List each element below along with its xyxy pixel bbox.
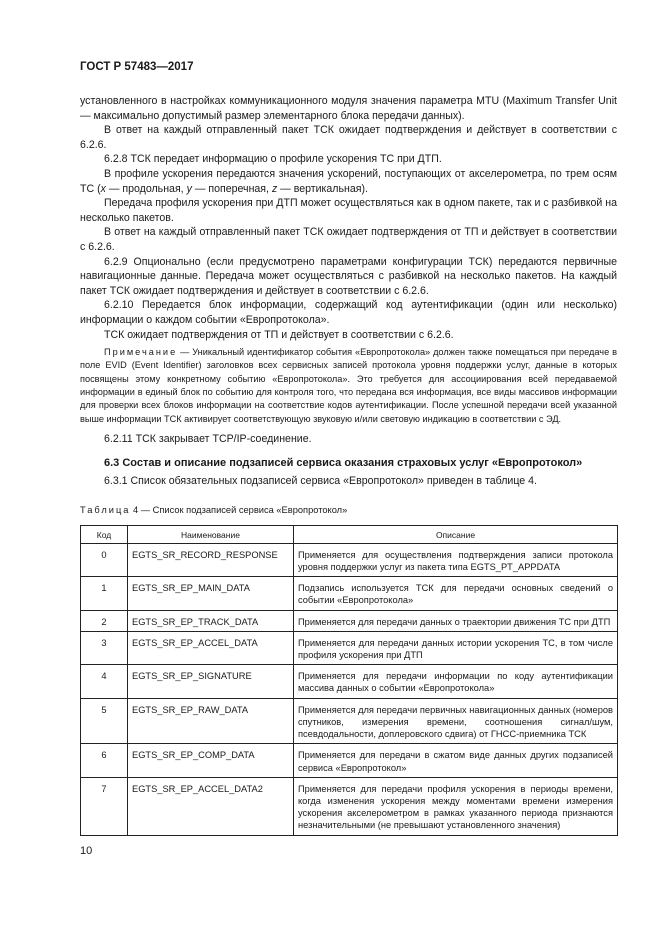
paragraph: 6.2.9 Опционально (если предусмотрено параметрами конфигурации ТСК) передаются первичные навигационные данные. Передача может осуществляться с разбивкой на несколько пакетов. На каждый пакет ТСК ожидает подтверждения и действует в соответствии с 6.2.6. (80, 255, 617, 297)
paragraph: В ответ на каждый отправленный пакет ТСК ожидает подтверждения и действует в соответствии с 6.2.6. (80, 124, 617, 151)
cell-name: EGTS_SR_EP_RAW_DATA (128, 698, 294, 744)
table-caption-text: 4 — Список подзаписей сервиса «Европротокол» (130, 505, 348, 516)
table-row (81, 665, 618, 698)
cell-description: Применяется для осуществления подтверждения записи протокола уровня поддержки услуг из пакета типа EGTS_PT_APPDATA (294, 543, 618, 576)
document-body (80, 94, 617, 836)
cell-description: Применяется для передачи в сжатом виде данных других подзаписей сервиса «Европротокол» (294, 744, 618, 777)
cell-description: Применяется для передачи данных о траектории движения ТС при ДТП (294, 610, 618, 631)
cell-name: EGTS_SR_EP_ACCEL_DATA (128, 631, 294, 664)
paragraph (80, 167, 617, 196)
paragraph: 6.2.11 ТСК закрывает TCP/IP-соединение. (104, 432, 312, 445)
table-row (81, 610, 618, 631)
table-caption (80, 503, 617, 518)
table-row (81, 777, 618, 835)
paragraph: ТСК ожидает подтверждения от ТП и действует в соответствии с 6.2.6. (104, 328, 454, 341)
cell-name: EGTS_SR_RECORD_RESPONSE (128, 543, 294, 576)
cell-code: 0 (81, 543, 128, 576)
cell-code: 2 (81, 610, 128, 631)
paragraph: установленного в настройках коммуникационного модуля значения параметра MTU (Maximum Transfer Unit — максимально допустимый размер элементарного блока передачи данных). (80, 95, 617, 122)
axis-z: z (271, 182, 278, 195)
cell-code: 6 (81, 744, 128, 777)
axis-y: y (186, 182, 192, 195)
note-label: Примечание (104, 347, 178, 358)
note (80, 346, 617, 426)
table-row (81, 744, 618, 777)
section-heading: 6.3 Состав и описание подзаписей сервиса оказания страховых услуг «Европротокол» (104, 457, 583, 470)
table-row (81, 577, 618, 610)
cell-description: Применяется для передачи первичных навигационных данных (номеров спутников, измерения времени, соотношения сигнал/шум, псевдодальности, доплеровского сдвига) от ГНСС-приемника ТСК (294, 698, 618, 744)
subrecords-table (80, 525, 618, 836)
table-row (81, 631, 618, 664)
text-run: В профиле ускорения передаются значения ускорений, поступающих от акселерометра, по трем осям ТС ( (80, 167, 617, 195)
column-header-description: Описание (294, 525, 618, 543)
page-number: 10 (80, 845, 93, 857)
table-row (81, 698, 618, 744)
cell-description: Подзапись используется ТСК для передачи основных сведений о событии «Европротокола» (294, 577, 618, 610)
cell-code: 1 (81, 577, 128, 610)
cell-code: 5 (81, 698, 128, 744)
cell-description: Применяется для передачи данных истории ускорения ТС, в том числе профиля ускорения при ДТП (294, 631, 618, 664)
column-header-code: Код (81, 525, 128, 543)
note-text: — Уникальный идентификатор события «Европротокола» должен также помещаться при передаче в поле EVID (Event Identifier) заголовков всех сервисных записей протокола уровня поддержки услуг, данные в которых посвящены этому конкретному событию «Европротокола». Это требуется для ассоциирования всей передаваемой информации в единый блок по событию для контроля того, что передана вся информация, все виды массивов информации для проверки всех блоков информации на соответствие кодов аутентификации. После успешной передачи всей указанной выше информации ТСК активирует соответствующую звуковую и/или световую индикацию в соответствии с ЭД. (80, 347, 617, 424)
cell-name: EGTS_SR_EP_TRACK_DATA (128, 610, 294, 631)
document-header: ГОСТ Р 57483—2017 (80, 61, 194, 73)
paragraph: 6.2.10 Передается блок информации, содержащий код аутентификации (один или несколько) информации о каждом событии «Европротокола». (80, 299, 617, 326)
column-header-name: Наименование (128, 525, 294, 543)
text-run: — поперечная, (191, 182, 272, 195)
cell-code: 4 (81, 665, 128, 698)
paragraph: Передача профиля ускорения при ДТП может осуществляться как в одном пакете, так и с разбивкой на несколько пакетов. (80, 197, 617, 224)
cell-description: Применяется для передачи информации по коду аутентификации массива данных о событии «Европротокола» (294, 665, 618, 698)
cell-name: EGTS_SR_EP_MAIN_DATA (128, 577, 294, 610)
table-caption-label: Таблица (80, 505, 131, 516)
cell-description: Применяется для передачи профиля ускорения в периоды времени, когда изменения ускорения между моментами времени измерения ускорения акселерометром в рамках указанного периода признаются незначительными (не превышают установленного значения) (294, 777, 618, 835)
paragraph: 6.2.8 ТСК передает информацию о профиле ускорения ТС при ДТП. (104, 153, 442, 166)
text-run: — вертикальная). (277, 182, 368, 195)
table-row (81, 543, 618, 576)
cell-name: EGTS_SR_EP_ACCEL_DATA2 (128, 777, 294, 835)
table-header-row (81, 525, 618, 543)
cell-code: 3 (81, 631, 128, 664)
cell-name: EGTS_SR_EP_COMP_DATA (128, 744, 294, 777)
text-run: — продольная, (105, 182, 187, 195)
paragraph: В ответ на каждый отправленный пакет ТСК ожидает подтверждения от ТП и действует в соответствии с 6.2.6. (80, 226, 617, 253)
axis-x: x (100, 182, 106, 195)
cell-name: EGTS_SR_EP_SIGNATURE (128, 665, 294, 698)
cell-code: 7 (81, 777, 128, 835)
section-intro: 6.3.1 Список обязательных подзаписей сервиса «Европротокол» приведен в таблице 4. (104, 475, 537, 488)
